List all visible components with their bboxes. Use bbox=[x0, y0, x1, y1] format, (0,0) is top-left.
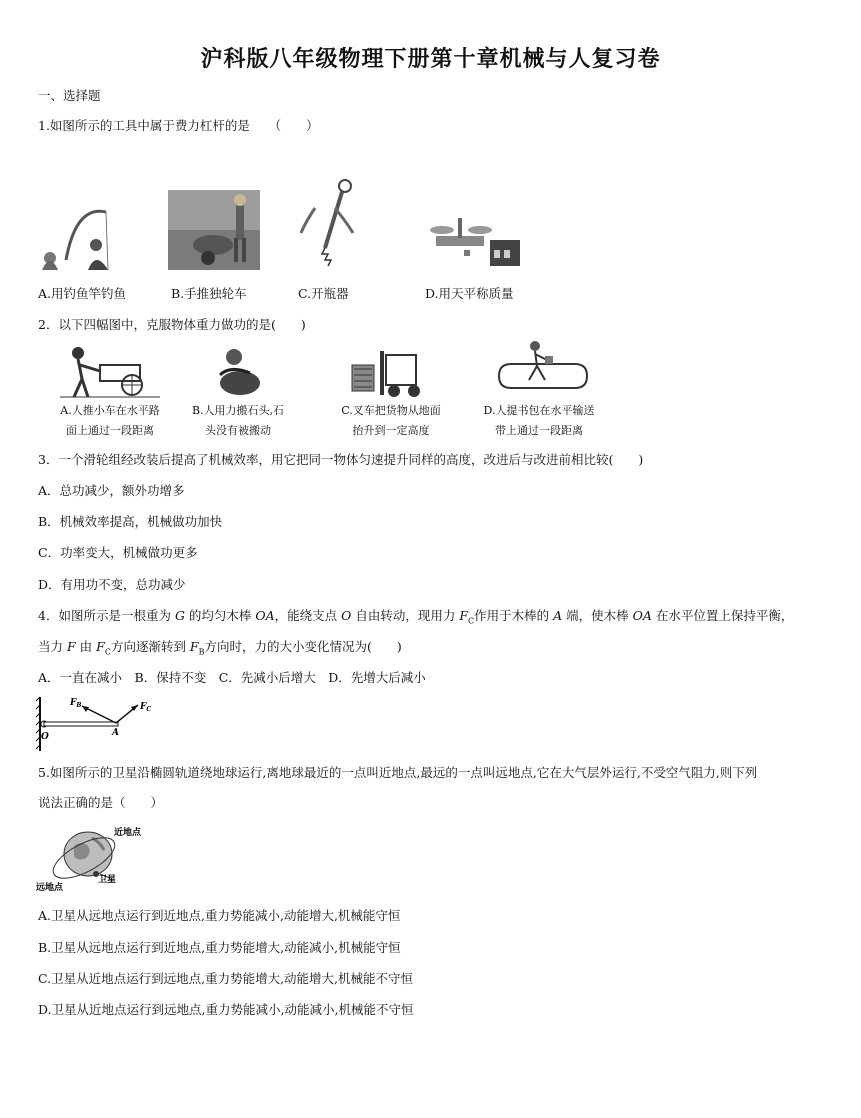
label-satellite: 卫星 bbox=[98, 875, 117, 885]
q2-caption-b-line2: 头没有被搬动 bbox=[205, 424, 271, 437]
q2-caption-d-line1: D.人提书包在水平输送 bbox=[483, 404, 595, 417]
lever-diagram bbox=[36, 693, 166, 753]
corkscrew-image bbox=[295, 178, 365, 273]
q3-option-c: C．功率变大，机械做功更多 bbox=[38, 545, 198, 560]
q1-option-a: A.用钓鱼竿钓鱼 bbox=[38, 286, 127, 301]
q4-stem-line1: 4．如图所示是一根重为 G 的均匀木棒 OA，能绕支点 O 自由转动，现用力 $F_C$作用于木棒的 A 端，使木棒 OA 在水平位置上保持平衡， bbox=[38, 608, 794, 626]
label-fc: $F_C$ bbox=[140, 702, 152, 713]
q2-caption-a-line2: 面上通过一段距离 bbox=[66, 424, 154, 437]
forklift-image bbox=[350, 345, 428, 400]
wheelbarrow-photo bbox=[168, 190, 260, 270]
q2-stem: 2．以下四幅图中，克服物体重力做功的是( ) bbox=[38, 317, 306, 332]
page-title: 沪科版八年级物理下册第十章机械与人复习卷 bbox=[200, 47, 661, 72]
q4-options: A．一直在减小 B．保持不变 C．先减小后增大 D．先增大后减小 bbox=[38, 670, 426, 685]
label-perigee: 近地点 bbox=[114, 828, 142, 838]
q1-stem: 1.如图所示的工具中属于费力杠杆的是 （ ） bbox=[38, 118, 319, 133]
q1-option-b: B.手推独轮车 bbox=[171, 286, 247, 301]
section-heading: 一、选择题 bbox=[38, 88, 101, 103]
q5-option-b: B.卫星从远地点运行到近地点,重力势能增大,动能减小,机械能守恒 bbox=[38, 940, 401, 955]
label-fb: $F_B$ bbox=[70, 698, 82, 709]
q2-caption-c-line2: 抬升到一定高度 bbox=[352, 424, 430, 437]
q5-option-d: D.卫星从近地点运行到远地点,重力势能减小,动能减小,机械能不守恒 bbox=[38, 1002, 414, 1017]
q3-option-d: D．有用功不变，总功减少 bbox=[38, 577, 186, 592]
q5-stem-line1: 5.如图所示的卫星沿椭圆轨道绕地球运行,离地球最近的一点叫近地点,最远的一点叫远地点,它在大气层外运行,不受空气阻力,则下列 bbox=[38, 765, 758, 780]
q5-option-a: A.卫星从远地点运行到近地点,重力势能减小,动能增大,机械能守恒 bbox=[38, 908, 401, 923]
q1-option-c: C.开瓶器 bbox=[298, 286, 349, 301]
balance-scale-image bbox=[428, 210, 524, 272]
q5-stem-line2: 说法正确的是（ ） bbox=[38, 795, 164, 810]
q3-option-b: B．机械效率提高，机械做功加快 bbox=[38, 514, 223, 529]
q2-caption-d-line2: 带上通过一段距离 bbox=[495, 424, 583, 437]
q5-option-c: C.卫星从近地点运行到远地点,重力势能增大,动能增大,机械能不守恒 bbox=[38, 971, 414, 986]
q2-caption-a-line1: A.人推小车在水平路 bbox=[60, 404, 160, 417]
q4-stem-line2: 当力 F 由 $F_C$方向逐渐转到 $F_B$方向时，力的大小变化情况为( ) bbox=[38, 639, 402, 657]
q2-caption-b-line1: B.人用力搬石头,石 bbox=[191, 404, 285, 417]
q3-stem: 3．一个滑轮组经改装后提高了机械效率，用它把同一物体匀速提升同样的高度，改进后与改进前相比较( ) bbox=[38, 452, 644, 467]
fishing-rod-image bbox=[36, 200, 116, 275]
label-apogee: 远地点 bbox=[36, 883, 64, 893]
q2-caption-c-line1: C.叉车把货物从地面 bbox=[341, 404, 441, 417]
label-a: A bbox=[112, 728, 119, 738]
q3-option-a: A．总功减少，额外功增多 bbox=[38, 483, 185, 498]
push-rock-image bbox=[210, 345, 270, 400]
q1-option-d: D.用天平称质量 bbox=[425, 286, 514, 301]
push-cart-image bbox=[60, 345, 160, 400]
satellite-orbit-diagram bbox=[36, 824, 156, 896]
label-o: O bbox=[41, 732, 49, 742]
escalator-image bbox=[495, 340, 591, 400]
